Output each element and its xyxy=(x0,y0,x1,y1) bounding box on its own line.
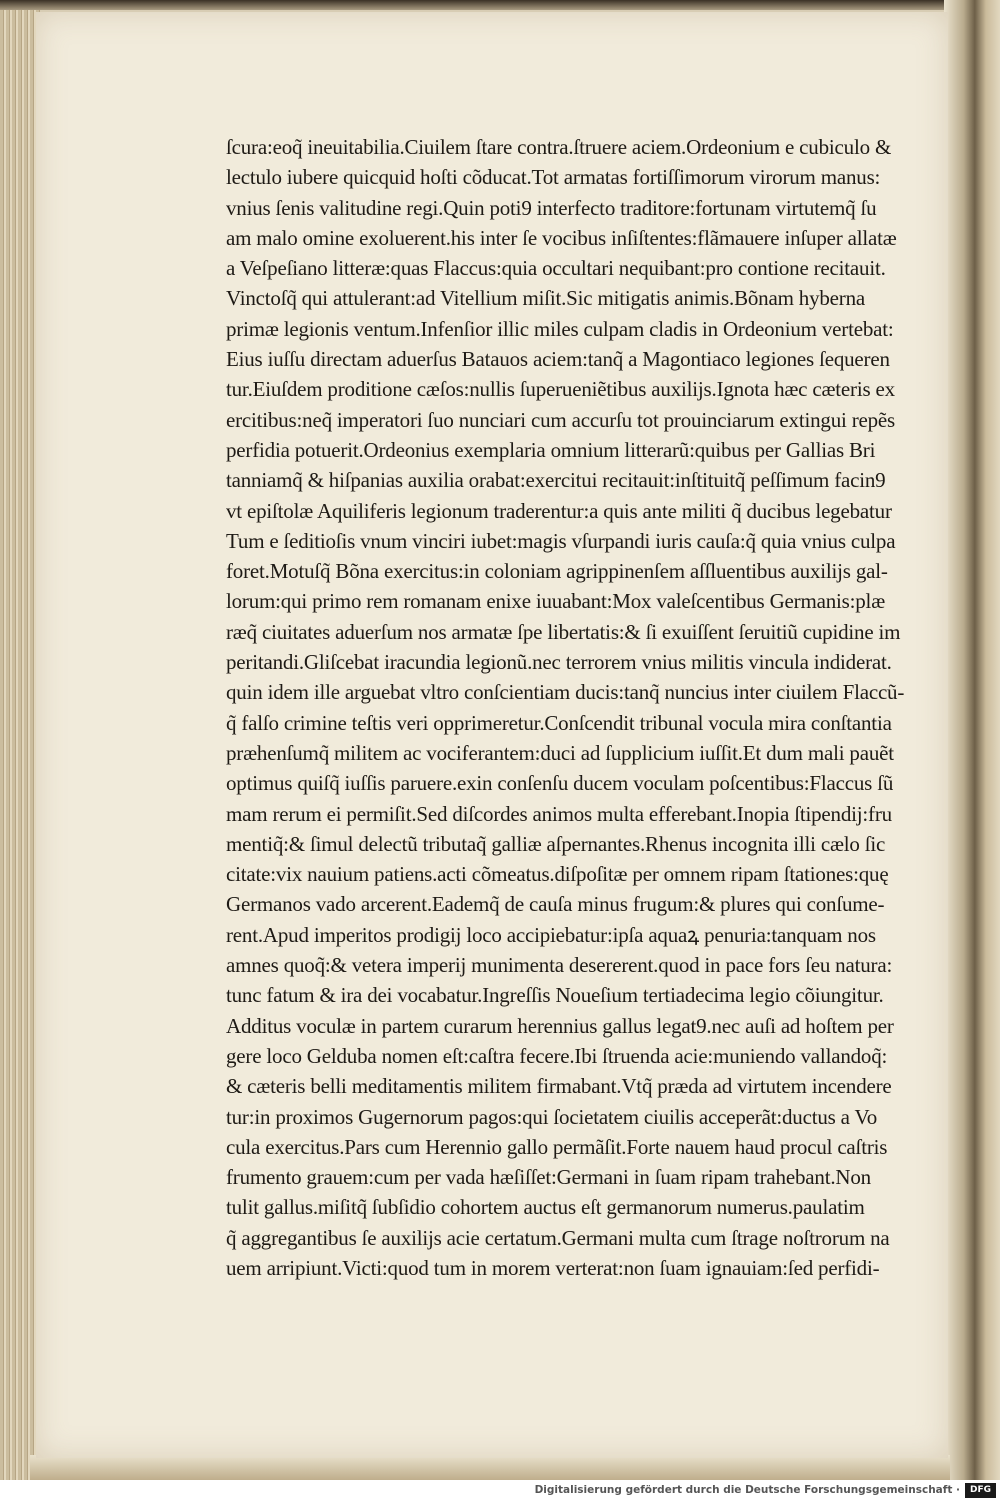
text-line: vnius ſenis valitudine regi.Quin poti9 interfecto traditore:fortunam virtutemq̃ ſu xyxy=(226,195,877,220)
funding-credit: Digitalisierung gefördert durch die Deutsche Forschungsgemeinschaft · xyxy=(534,1484,960,1496)
text-line: Tum e ſeditioſis vnum vinciri iubet:magis vſurpandi iuris cauſa:q̃ quia vnius culpa xyxy=(226,528,896,553)
dfg-logo: DFG xyxy=(965,1483,996,1498)
text-line: Additus voculæ in partem curarum herennius gallus legat9.nec auſi ad hoſtem per xyxy=(226,1013,894,1038)
text-line: frumento grauem:cum per vada hæſiſſet:Germani in ſuam ripam trahebant.Non xyxy=(226,1165,871,1190)
text-line: ercitibus:neq̃ imperatori ſuo nunciari cum accurſu tot prouinciarum extingui repẽs xyxy=(226,407,895,432)
text-line: lorum:qui primo rem romanam enixe iuuabant:Mox valeſcentibus Germanis:plæ xyxy=(226,589,885,614)
text-line: mam rerum ei permiſit.Sed diſcordes animos multa efferebant.Inopia ſtipendij:fru xyxy=(226,801,892,826)
text-line: lectulo iubere quicquid hoſti cõducat.Tot armatas fortiſſimorum virorum manus: xyxy=(226,165,881,190)
text-line: rent.Apud imperitos prodigij loco accipiebatur:ipſa aquaꝝ penuria:tanquam nos xyxy=(226,922,876,947)
text-line: perfidia potuerit.Ordeonius exemplaria omnium litterarũ:quibus per Gallias Bri xyxy=(226,437,876,462)
text-line: citate:vix nauium patiens.acti cõmeatus.diſpoſitæ per omnem ripam ſtationes:quę xyxy=(226,862,889,887)
text-line: q̃ aggregantibus ſe auxilijs acie certatum.Germani multa cum ſtrage noſtrorum na xyxy=(226,1225,890,1250)
text-line: peritandi.Gliſcebat iracundia legionũ.nec terrorem vnius militis vincula indiderat. xyxy=(226,650,892,675)
text-line: gere loco Gelduba nomen eſt:caſtra fecere.Ibi ſtruenda acie:muniendo vallandoq̃: xyxy=(226,1043,888,1068)
text-line: optimus quiſq̃ iuſſis paruere.exin conſenſu ducem voculam poſcentibus:Flaccus ſũ xyxy=(226,771,894,796)
top-shadow xyxy=(0,0,1000,10)
text-line: cula exercitus.Pars cum Herennio gallo permãſit.Forte nauem haud procul caſtris xyxy=(226,1134,888,1159)
book-page xyxy=(36,12,948,1458)
text-line: amnes quoq̃:& vetera imperij munimenta desererent.quod in pace fors ſeu natura: xyxy=(226,953,893,978)
text-line: tanniamq̃ & hiſpanias auxilia orabat:exercitui recitauit:inſtituitq̃ peſſimum facin9 xyxy=(226,468,886,493)
text-line: foret.Motuſq̃ Bõna exercitus:in coloniam agrippinenſem aſſluentibus auxilijs gal- xyxy=(226,559,888,584)
text-line: tulit gallus.miſitq̃ ſubſidio cohortem auctus eſt germanorum numerus.paulatim xyxy=(226,1195,865,1220)
text-line: tur:in proximos Gugernorum pagos:qui ſocietatem ciuilis acceperãt:ductus a Vo xyxy=(226,1104,878,1129)
text-line: am malo omine exoluerent.his inter ſe vocibus inſiſtentes:flãmauere inſuper allatæ xyxy=(226,225,897,250)
text-block xyxy=(226,132,961,1282)
text-line: primæ legionis ventum.Infenſior illic miles culpam cladis in Ordeonium vertebat: xyxy=(226,316,894,341)
text-line: præhenſumq̃ militem ac vociferantem:duci ad ſupplicium iuſſit.Et dum mali pauẽt xyxy=(226,740,894,765)
text-line: mentiq̃:& ſimul delectũ tributaq̃ galliæ aſpernantes.Rhenus incognita illi cælo ſic xyxy=(226,831,886,856)
text-line: vt epiſtolæ Aquiliferis legionum traderentur:a quis ante militi q̃ ducibus legebatur xyxy=(226,498,892,523)
left-page-edges xyxy=(0,10,40,1480)
text-line: tunc fatum & ira dei vocabatur.Ingreſſis Noueſium tertiadecima legio cõiungitur. xyxy=(226,983,884,1008)
text-line: uem arripiunt.Victi:quod tum in morem verterat:non ſuam ignauiam:ſed perfidi- xyxy=(226,1255,880,1280)
text-line: Vinctoſq̃ qui attulerant:ad Vitellium miſit.Sic mitigatis animis.Bõnam hyberna xyxy=(226,286,866,311)
text-line: q̃ falſo crimine teſtis veri opprimeretur.Conſcendit tribunal vocula mira conſtantia xyxy=(226,710,892,735)
bottom-page-edge xyxy=(30,1455,950,1480)
text-line: tur.Eiuſdem proditione cæſos:nullis ſuperueniẽtibus auxilijs.Ignota hæc cæteris ex xyxy=(226,377,895,402)
text-line: a Veſpeſiano litteræ:quas Flaccus:quia occultari nequibant:pro contione recitauit. xyxy=(226,256,886,281)
text-line: ræq̃ ciuitates aduerſum nos armatæ ſpe libertatis:& ſi exuiſſent ſeruitiũ cupidine im xyxy=(226,619,901,644)
text-line: Germanos vado arcerent.Eademq̃ de cauſa minus frugum:& plures qui conſume- xyxy=(226,892,885,917)
text-line: & cæteris belli meditamentis militem firmabant.Vtq̃ præda ad virtutem incendere xyxy=(226,1074,892,1099)
footer-bar xyxy=(0,1480,1000,1503)
text-line: ſcura:eoq̃ ineuitabilia.Ciuilem ſtare contra.ſtruere aciem.Ordeonium e cubiculo & xyxy=(226,135,892,159)
text-line: Eius iuſſu directam aduerſus Batauos aciem:tanq̃ a Magontiaco legiones ſequeren xyxy=(226,347,890,372)
text-line: quin idem ille arguebat vltro conſcientiam ducis:tanq̃ nuncius inter ciuilem Flaccũ- xyxy=(226,680,905,705)
